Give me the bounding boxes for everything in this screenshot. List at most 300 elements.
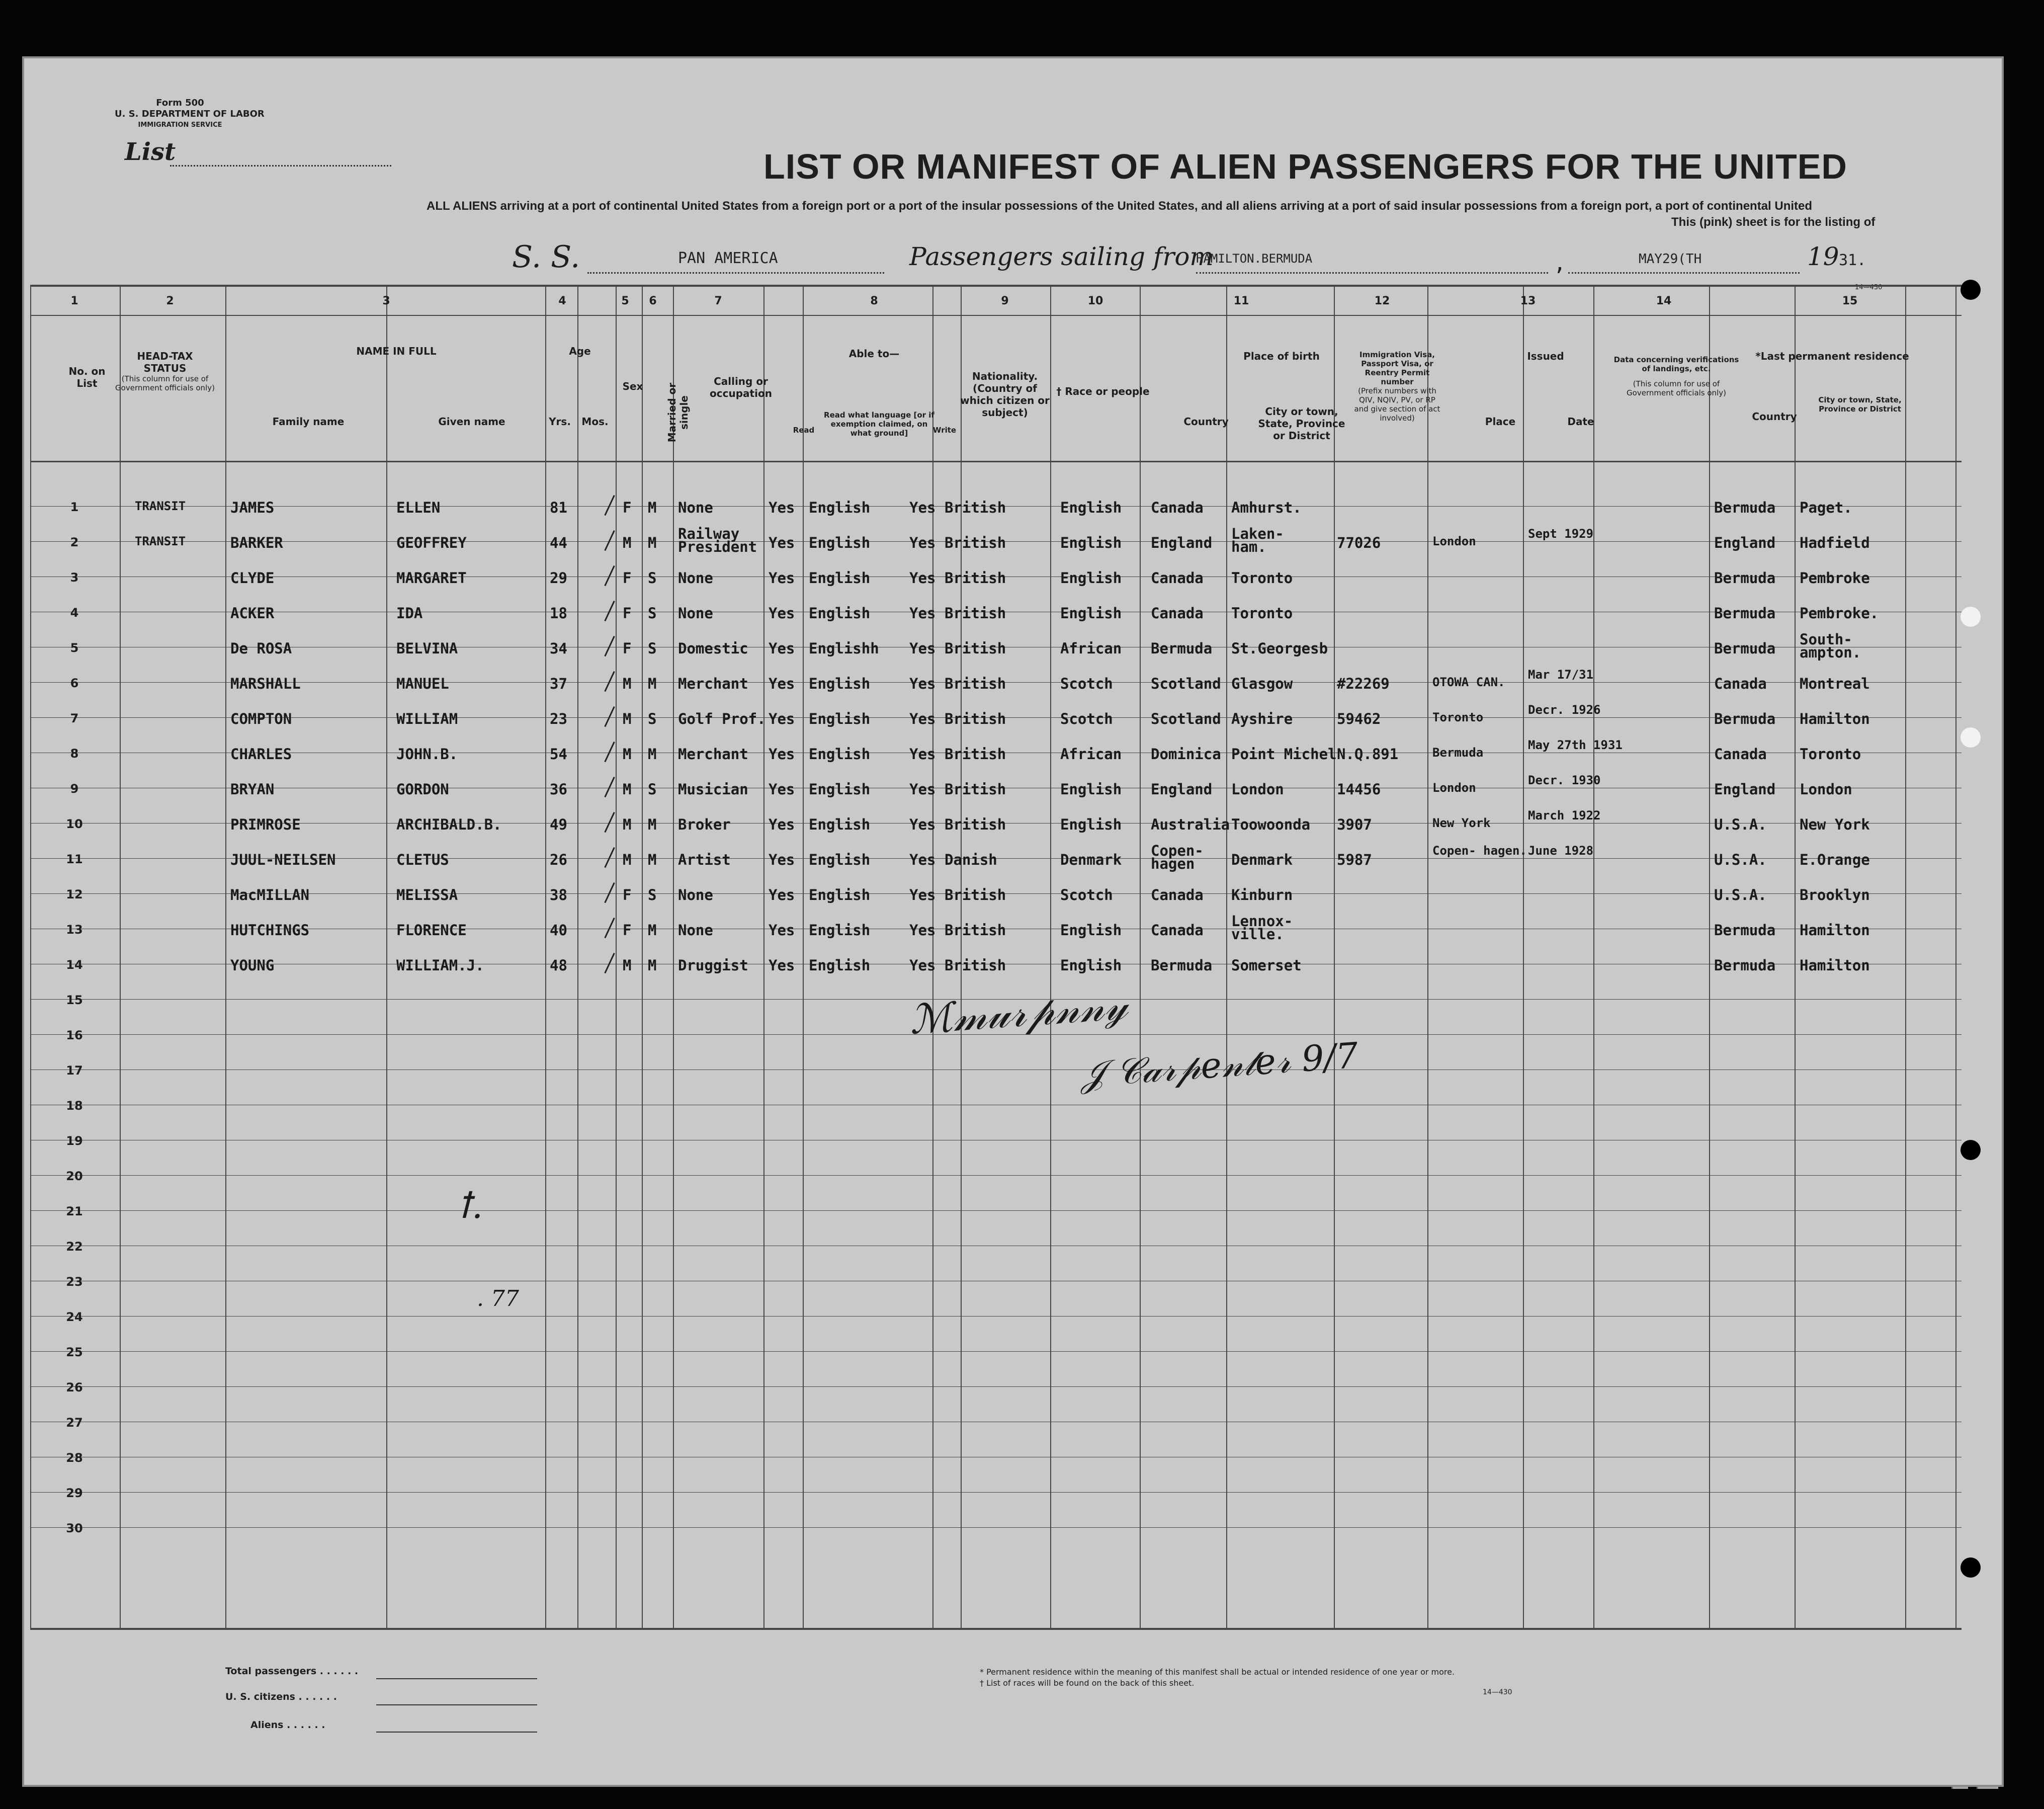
binder-hole <box>1961 1140 1981 1160</box>
cell-rcountry: Bermuda <box>1714 922 1776 939</box>
column-divider <box>386 285 387 1628</box>
footer-aliens-rule <box>376 1732 537 1733</box>
cell-family: JAMES <box>230 499 275 516</box>
cell-family: JUUL-NEILSEN <box>230 851 336 868</box>
cell-write: Yes <box>909 886 936 903</box>
footer-note-2: † List of races will be found on the back of this sheet. <box>980 1678 1195 1688</box>
cell-race: English <box>1060 499 1122 516</box>
column-divider <box>1795 285 1796 1628</box>
check-mark <box>604 565 615 586</box>
year-suffix: 31. <box>1839 252 1866 269</box>
cell-lang: English <box>809 781 871 798</box>
cell-given: BELVINA <box>396 640 458 657</box>
header-sex: Sex <box>622 380 643 392</box>
header-given-name: Given name <box>438 416 505 428</box>
row-number: 19 <box>66 1134 83 1148</box>
check-mark <box>604 495 615 516</box>
cell-iplace: Toronto <box>1432 710 1484 724</box>
row-number: 16 <box>66 1028 83 1042</box>
column-number: 14 <box>1656 295 1672 307</box>
header-residence: *Last permanent residence <box>1755 350 1909 362</box>
department-name: U. S. DEPARTMENT OF LABOR <box>115 109 265 119</box>
cell-sex: M <box>623 534 632 551</box>
us-citizens-label: U. S. citizens <box>225 1691 295 1702</box>
cell-bcity: Somerset <box>1231 957 1302 974</box>
cell-read: Yes <box>769 886 795 903</box>
cell-given: IDA <box>396 605 423 622</box>
cell-yrs: 54 <box>550 746 567 763</box>
column-number: 8 <box>870 295 878 307</box>
cell-rcountry: U.S.A. <box>1714 851 1767 868</box>
cell-bcountry: England <box>1151 781 1213 798</box>
form-department-block <box>115 98 265 131</box>
cell-sex: M <box>623 746 632 763</box>
column-divider <box>673 285 674 1628</box>
column-divider <box>545 285 546 1628</box>
cell-sex: F <box>623 922 632 939</box>
column-number: 5 <box>621 295 629 307</box>
cell-occ: Merchant <box>678 675 748 692</box>
binder-hole <box>1961 1557 1981 1578</box>
column-number: 12 <box>1374 295 1390 307</box>
cell-read: Yes <box>769 851 795 868</box>
cell-write: Yes <box>909 851 936 868</box>
row-number: 11 <box>66 852 83 866</box>
grid-line <box>30 315 1962 316</box>
cell-rcountry: Bermuda <box>1714 499 1776 516</box>
cell-given: MANUEL <box>396 675 449 692</box>
handwritten-mark: ꝉ. <box>457 1185 483 1226</box>
header-married: Married or single <box>666 382 690 443</box>
cell-nat: British <box>945 746 1006 763</box>
comma: , <box>1556 247 1564 276</box>
vessel-rule <box>587 272 884 274</box>
check-mark <box>604 742 615 762</box>
header-issued-date: Date <box>1567 416 1594 428</box>
column-number: 1 <box>70 295 78 307</box>
cell-ms: M <box>648 746 657 763</box>
header-able-to: Able to— <box>848 348 900 360</box>
column-divider <box>932 285 933 1628</box>
cell-rcity: Pembroke <box>1800 569 1870 587</box>
cell-occ: None <box>678 499 713 516</box>
column-divider <box>1050 285 1051 1628</box>
cell-write: Yes <box>909 781 936 798</box>
header-head-tax-title: HEAD-TAX STATUS <box>137 350 193 374</box>
cell-sex: F <box>623 886 632 903</box>
cell-given: FLORENCE <box>396 922 467 939</box>
cell-bcountry: Bermuda <box>1151 957 1213 974</box>
cell-bcountry: Canada <box>1151 499 1204 516</box>
column-divider <box>763 285 764 1628</box>
manifest-title: LIST OR MANIFEST OF ALIEN PASSENGERS FOR THE UNITED <box>763 147 1847 186</box>
grid-line <box>30 1492 1962 1493</box>
cell-rcity: Pembroke. <box>1800 605 1879 622</box>
vessel-name: PAN AMERICA <box>678 250 778 267</box>
column-divider <box>1955 285 1956 1628</box>
cell-write: Yes <box>909 746 936 763</box>
cell-race: English <box>1060 957 1122 974</box>
cell-rcity: Montreal <box>1800 675 1870 692</box>
cell-race: Denmark <box>1060 851 1122 868</box>
cell-idate: Decr. 1926 <box>1528 703 1601 717</box>
cell-yrs: 81 <box>550 499 567 516</box>
cell-ms: M <box>648 922 657 939</box>
footer-us-citizens: U. S. citizens . . . . . . <box>225 1691 337 1702</box>
cell-write: Yes <box>909 640 936 657</box>
cell-occ: None <box>678 605 713 622</box>
cell-visa: 77026 <box>1337 534 1381 551</box>
cell-nat: Danish <box>945 851 997 868</box>
cell-given: MELISSA <box>396 886 458 903</box>
check-mark <box>604 812 615 833</box>
cell-bcity: Amhurst. <box>1231 499 1302 516</box>
check-mark <box>604 847 615 868</box>
column-number: 2 <box>166 295 174 307</box>
cell-bcountry: Dominica <box>1151 746 1221 763</box>
manifest-subtitle-line1: ALL ALIENS arriving at a port of continental United States from a foreign port or a port of the insular possessions of the United States, and all aliens arriving at a port of said insular possessions from a foreign port, a port of continental United <box>427 199 1813 213</box>
cell-race: English <box>1060 569 1122 587</box>
column-divider <box>1709 285 1710 1628</box>
cell-yrs: 18 <box>550 605 567 622</box>
cell-read: Yes <box>769 710 795 727</box>
header-birth-country: Country <box>1183 416 1229 428</box>
ss-label: S. S. <box>512 239 580 275</box>
cell-lang: English <box>809 534 871 551</box>
grid-line <box>30 285 1962 287</box>
cell-occ: Broker <box>678 816 731 833</box>
cell-family: PRIMROSE <box>230 816 301 833</box>
row-number: 2 <box>70 535 79 549</box>
column-number: 3 <box>382 295 390 307</box>
header-verif-title: Data concerning verifications of landings, etc. <box>1613 355 1739 373</box>
handwritten-signature-2: 𝒥 𝒞𝒶𝓇𝓅𝑒𝓃𝓉𝑒𝓇 9/7 <box>1079 1034 1360 1096</box>
cell-ms: S <box>648 781 657 798</box>
binder-hole <box>1961 607 1981 627</box>
cell-read: Yes <box>769 534 795 551</box>
binder-hole <box>1961 727 1981 748</box>
header-verif-note: (This column for use of Government officials only) <box>1627 379 1726 397</box>
header-issued-place: Place <box>1485 416 1516 428</box>
cell-yrs: 37 <box>550 675 567 692</box>
cell-bcity: Glasgow <box>1231 675 1293 692</box>
cell-sex: M <box>623 851 632 868</box>
cell-given: MARGARET <box>396 569 467 587</box>
cell-family: COMPTON <box>230 710 292 727</box>
cell-ms: M <box>648 816 657 833</box>
total-passengers-label: Total passengers <box>225 1666 317 1677</box>
cell-visa: 59462 <box>1337 710 1381 727</box>
cell-bcity: Kinburn <box>1231 886 1293 903</box>
cell-iplace: New York <box>1432 816 1491 830</box>
cell-bcountry: Canada <box>1151 886 1204 903</box>
header-write: Write <box>932 426 957 435</box>
cell-visa: N.Q.891 <box>1337 746 1399 763</box>
cell-idate: Mar 17/31 <box>1528 668 1594 682</box>
footer-total-rule <box>376 1678 537 1679</box>
row-number: 23 <box>66 1275 83 1289</box>
cell-ms: M <box>648 675 657 692</box>
cell-visa: #22269 <box>1337 675 1390 692</box>
check-mark <box>604 601 615 621</box>
cell-iplace: Bermuda <box>1432 746 1484 760</box>
cell-family: HUTCHINGS <box>230 922 310 939</box>
aliens-label: Aliens <box>250 1719 284 1731</box>
cell-bcountry: Scotland <box>1151 710 1221 727</box>
cell-idate: March 1922 <box>1528 808 1601 823</box>
cell-ms: S <box>648 605 657 622</box>
cell-nat: British <box>945 640 1006 657</box>
row-number: 13 <box>66 923 83 937</box>
header-issued: Issued <box>1527 350 1564 362</box>
row-number: 5 <box>70 641 79 655</box>
cell-read: Yes <box>769 957 795 974</box>
cell-bcountry: Canada <box>1151 922 1204 939</box>
cell-given: JOHN.B. <box>396 746 458 763</box>
cell-bcountry: Australia <box>1151 816 1230 833</box>
header-race: † Race or people <box>1056 385 1150 397</box>
cell-rcountry: Bermuda <box>1714 640 1776 657</box>
row-number: 17 <box>66 1063 83 1078</box>
cell-write: Yes <box>909 605 936 622</box>
cell-lang: English <box>809 922 871 939</box>
year-prefix: 19 <box>1807 242 1839 271</box>
cell-lang: English <box>809 605 871 622</box>
cell-family: De ROSA <box>230 640 292 657</box>
cell-read: Yes <box>769 746 795 763</box>
header-nationality: Nationality. (Country of which citizen or subject) <box>960 370 1050 419</box>
header-age-mos: Mos. <box>581 416 609 428</box>
manifest-subtitle-line2: This (pink) sheet is for the listing of <box>1671 215 1876 229</box>
cell-occ: Railway President <box>678 525 757 555</box>
cell-occ: None <box>678 922 713 939</box>
row-number: 7 <box>70 711 79 725</box>
row-number: 28 <box>66 1451 83 1465</box>
cell-family: BRYAN <box>230 781 275 798</box>
sailing-label: Passengers sailing from <box>909 242 1214 271</box>
cell-family: BARKER <box>230 534 283 551</box>
cell-race: Scotch <box>1060 675 1113 692</box>
cell-yrs: 26 <box>550 851 567 868</box>
cell-rcountry: Canada <box>1714 675 1767 692</box>
cell-rcity: Paget. <box>1800 499 1852 516</box>
cell-race: African <box>1060 640 1122 657</box>
cell-occ: Musician <box>678 781 748 798</box>
header-verif <box>1613 355 1739 397</box>
cell-sex: F <box>623 605 632 622</box>
header-calling: Calling or occupation <box>710 375 772 399</box>
cell-rcity: Toronto <box>1800 746 1861 763</box>
cell-bcountry: Copen- hagen <box>1151 842 1204 872</box>
cell-rcity: Hamilton <box>1800 922 1870 939</box>
cell-bcity: Denmark <box>1231 851 1293 868</box>
cell-lang: Englishh <box>809 640 879 657</box>
header-age: Age <box>569 345 591 357</box>
column-number: 13 <box>1520 295 1536 307</box>
grid-line <box>30 1316 1962 1317</box>
header-read: Read <box>793 426 815 435</box>
cell-sex: F <box>623 499 632 516</box>
cell-rcountry: England <box>1714 781 1776 798</box>
cell-tax: TRANSIT <box>135 499 186 513</box>
cell-rcountry: U.S.A. <box>1714 886 1767 903</box>
cell-sex: F <box>623 640 632 657</box>
cell-family: ACKER <box>230 605 275 622</box>
cell-write: Yes <box>909 569 936 587</box>
cell-iplace: London <box>1432 534 1476 548</box>
row-number: 9 <box>70 782 79 796</box>
grid-line <box>30 1351 1962 1352</box>
grid-line <box>30 1175 1962 1176</box>
column-divider <box>1427 285 1428 1628</box>
check-mark <box>604 671 615 692</box>
cell-ms: M <box>648 534 657 551</box>
cell-bcity: Toronto <box>1231 605 1293 622</box>
cell-bcity: Ayshire <box>1231 710 1293 727</box>
cell-idate: Decr. 1930 <box>1528 773 1601 787</box>
cell-yrs: 23 <box>550 710 567 727</box>
service-name: IMMIGRATION SERVICE <box>138 121 222 129</box>
cell-write: Yes <box>909 675 936 692</box>
cell-occ: Druggist <box>678 957 748 974</box>
cell-nat: British <box>945 605 1006 622</box>
binder-hole <box>1961 280 1981 300</box>
cell-idate: Sept 1929 <box>1528 527 1594 541</box>
column-divider <box>961 285 962 1628</box>
cell-race: English <box>1060 922 1122 939</box>
cell-nat: British <box>945 922 1006 939</box>
cell-write: Yes <box>909 499 936 516</box>
cell-read: Yes <box>769 816 795 833</box>
column-divider <box>1593 285 1594 1628</box>
header-visa <box>1352 350 1442 423</box>
grid-line <box>30 1386 1962 1387</box>
column-divider <box>120 285 121 1628</box>
row-number: 25 <box>66 1345 83 1359</box>
cell-read: Yes <box>769 499 795 516</box>
cell-rcity: Hamilton <box>1800 957 1870 974</box>
column-divider <box>642 285 643 1628</box>
cell-yrs: 36 <box>550 781 567 798</box>
cell-sex: F <box>623 569 632 587</box>
column-divider <box>1523 285 1524 1628</box>
cell-nat: British <box>945 781 1006 798</box>
cell-race: English <box>1060 605 1122 622</box>
cell-bcountry: Canada <box>1151 569 1204 587</box>
cell-sex: M <box>623 957 632 974</box>
cell-rcity: E.Orange <box>1800 851 1870 868</box>
column-number: 11 <box>1233 295 1249 307</box>
cell-rcity: London <box>1800 781 1852 798</box>
column-number: 15 <box>1842 295 1858 307</box>
header-birth-city: City or town, State, Province or District <box>1258 405 1345 442</box>
handwritten-signature: ℳ𝓂𝓊𝓇𝓅𝓃𝓃𝓎 <box>908 981 1129 1044</box>
cell-rcity: South- ampton. <box>1800 631 1861 661</box>
cell-rcountry: Bermuda <box>1714 605 1776 622</box>
cell-iplace: OTOWA CAN. <box>1432 675 1505 689</box>
column-divider <box>1905 285 1906 1628</box>
column-divider <box>225 285 226 1628</box>
cell-sex: M <box>623 710 632 727</box>
column-number: 7 <box>714 295 722 307</box>
cell-bcountry: Canada <box>1151 605 1204 622</box>
row-number: 21 <box>66 1204 83 1218</box>
cell-yrs: 38 <box>550 886 567 903</box>
cell-read: Yes <box>769 922 795 939</box>
check-mark <box>604 636 615 656</box>
cell-tax: TRANSIT <box>135 534 186 548</box>
cell-lang: English <box>809 675 871 692</box>
cell-bcountry: Bermuda <box>1151 640 1213 657</box>
cell-ms: S <box>648 640 657 657</box>
cell-sex: M <box>623 781 632 798</box>
cell-read: Yes <box>769 675 795 692</box>
cell-rcountry: Bermuda <box>1714 957 1776 974</box>
manifest-sheet <box>22 56 2004 1787</box>
column-divider <box>1140 285 1141 1628</box>
cell-family: MacMILLAN <box>230 886 310 903</box>
check-mark <box>604 953 615 973</box>
column-number: 4 <box>558 295 566 307</box>
margin-code: 14—430 <box>1855 284 1883 291</box>
cell-lang: English <box>809 499 871 516</box>
form-number: Form 500 <box>156 98 204 108</box>
port-rule <box>1196 272 1548 274</box>
header-family-name: Family name <box>272 416 345 428</box>
cell-write: Yes <box>909 816 936 833</box>
cell-given: ELLEN <box>396 499 441 516</box>
row-number: 29 <box>66 1486 83 1500</box>
check-mark <box>604 706 615 727</box>
header-no-on-list: No. on List <box>68 365 106 389</box>
row-number: 12 <box>66 887 83 901</box>
cell-rcountry: Bermuda <box>1714 569 1776 587</box>
cell-ms: S <box>648 886 657 903</box>
cell-bcity: Toowoonda <box>1231 816 1311 833</box>
cell-race: Scotch <box>1060 710 1113 727</box>
cell-ms: M <box>648 499 657 516</box>
cell-race: English <box>1060 816 1122 833</box>
column-divider <box>30 285 31 1628</box>
row-number: 10 <box>66 817 83 831</box>
sailing-date: MAY29(TH <box>1639 252 1702 267</box>
cell-rcity: Brooklyn <box>1800 886 1870 903</box>
column-divider <box>577 285 578 1628</box>
cell-iplace: Copen- hagen. <box>1432 844 1527 858</box>
cell-occ: Merchant <box>678 746 748 763</box>
cell-bcity: Point Michel <box>1231 746 1337 763</box>
header-place-of-birth: Place of birth <box>1243 350 1320 362</box>
header-res-city: City or town, State, Province or District <box>1818 395 1902 414</box>
row-number: 1 <box>70 500 79 514</box>
cell-rcity: Hadfield <box>1800 534 1870 551</box>
header-name-in-full: NAME IN FULL <box>356 345 437 357</box>
check-mark <box>604 530 615 551</box>
footer-note-1: * Permanent residence within the meaning of this manifest shall be actual or intended residence of one year or more. <box>980 1667 1455 1677</box>
footer-code: 14—430 <box>1483 1688 1512 1696</box>
cell-read: Yes <box>769 781 795 798</box>
cell-lang: English <box>809 746 871 763</box>
cell-bcity: Toronto <box>1231 569 1293 587</box>
header-res-country: Country <box>1752 410 1797 423</box>
cell-race: Scotch <box>1060 886 1113 903</box>
footer-total-passengers: Total passengers . . . . . . <box>225 1666 359 1677</box>
cell-rcity: Hamilton <box>1800 710 1870 727</box>
cell-family: CHARLES <box>230 746 292 763</box>
column-divider <box>803 285 804 1628</box>
cell-occ: None <box>678 886 713 903</box>
list-number-rule <box>170 165 391 167</box>
